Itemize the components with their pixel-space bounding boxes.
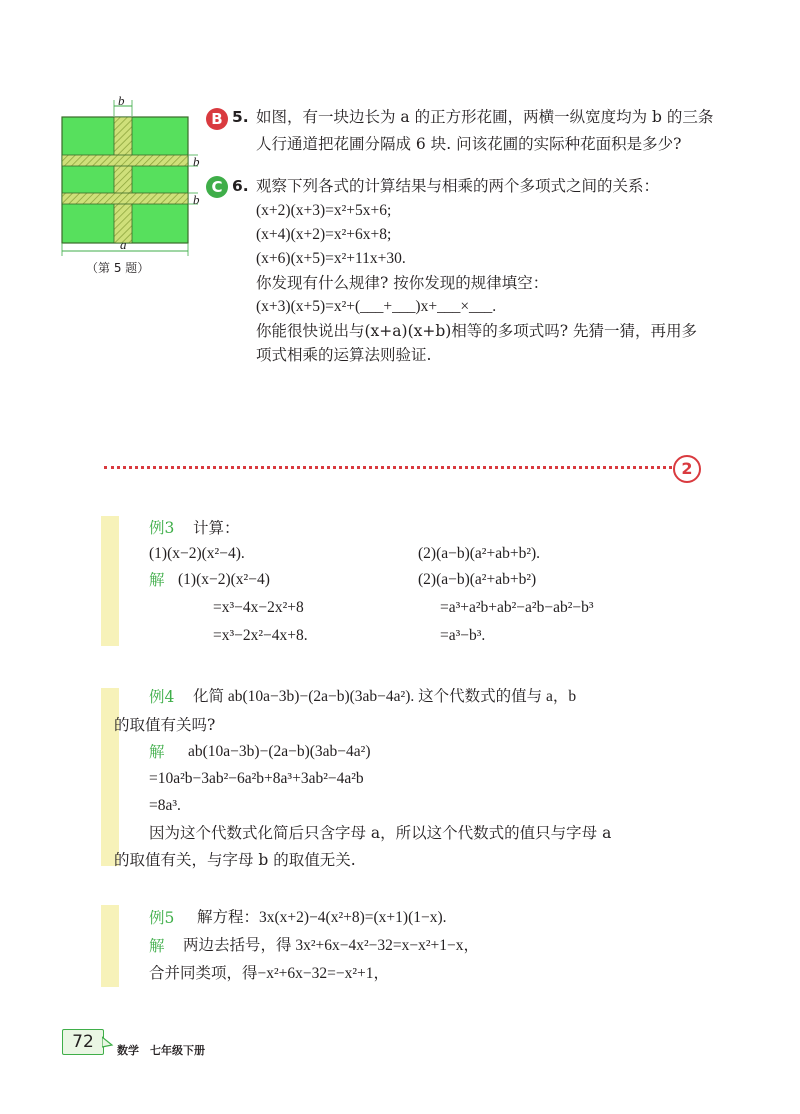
page-number: 72 (72, 1032, 94, 1052)
q5-text-line2: 人行通道把花圃分隔成 6 块. 问该花圃的实际种花面积是多少? (256, 135, 682, 153)
q6-number: 6. (232, 177, 249, 195)
example5-band (101, 905, 119, 987)
example3-sol2-line1: (2)(a−b)(a²+ab+b²) (418, 571, 537, 588)
example4-conclusion-line2: 的取值有关，与字母 b 的取值无关. (114, 851, 356, 869)
q6-intro: 观察下列各式的计算结果与相乘的两个多项式之间的关系： (256, 177, 660, 195)
example4-label: 例4 (149, 688, 175, 706)
q6-eq1: (x+2)(x+3)=x²+5x+6; (256, 202, 392, 219)
section-marker-number: 2 (681, 459, 693, 478)
figure-label-b-top: b (118, 93, 125, 108)
example4-conclusion-line1: 因为这个代数式化简后只含字母 a，所以这个代数式的值只与字母 a (149, 824, 612, 842)
example5-sol-line2: 合并同类项，得−x²+6x−32=−x²+1， (149, 965, 389, 982)
horizontal-path-2 (62, 193, 188, 204)
example3-solution-label: 解 (149, 571, 165, 589)
garden-figure (56, 93, 216, 286)
figure-label-a: a (120, 237, 127, 252)
example5-text: 解方程：3x(x+2)−4(x²+8)=(x+1)(1−x). (197, 909, 447, 926)
q6-question-line1: 你能很快说出与(x+a)(x+b)相等的多项式吗? 先猜一猜，再用多 (256, 322, 698, 340)
example3-sol1-line3: =x³−2x²−4x+8. (213, 627, 308, 644)
example3-part2: (2)(a−b)(a²+ab+b²). (418, 545, 541, 562)
page-number-tab (102, 1035, 116, 1049)
example3-sol2-line3: =a³−b³. (440, 627, 486, 644)
example3-label: 例3 (149, 519, 175, 537)
example4-text-line1: 化简 ab(10a−3b)−(2a−b)(3ab−4a²). 这个代数式的值与 a，b (193, 688, 577, 705)
q6-eq2: (x+4)(x+2)=x²+6x+8; (256, 226, 392, 243)
example4-sol-line3: =8a³. (149, 797, 181, 814)
section-divider (104, 466, 672, 469)
q6-fill-blank: (x+3)(x+5)=x²+(___+___)x+___×___. (256, 298, 497, 315)
example3-part1: (1)(x−2)(x²−4). (149, 545, 245, 562)
q6-ask: 你发现有什么规律? 按你发现的规律填空： (256, 274, 549, 292)
q5-number: 5. (232, 108, 249, 126)
example5-label: 例5 (149, 909, 175, 927)
example4-solution-label: 解 (149, 743, 165, 761)
example3-sol1-line2: =x³−4x−2x²+8 (213, 599, 304, 616)
q6-question-line2: 项式相乘的运算法则验证. (256, 346, 432, 364)
difficulty-badge-c: C (206, 176, 228, 198)
page-number-box (62, 1029, 104, 1055)
figure-label-b-right-1: b (193, 154, 200, 169)
example5-sol-line1: 两边去括号，得 3x²+6x−4x²−32=x−x²+1−x， (183, 937, 480, 954)
example3-title: 计算： (193, 519, 240, 537)
example3-sol1-line1: (1)(x−2)(x²−4) (178, 571, 270, 588)
horizontal-path-1 (62, 155, 188, 166)
figure-label-b-right-2: b (193, 192, 200, 207)
figure-caption: （第 5 题） (86, 261, 150, 275)
q6-eq3: (x+6)(x+5)=x²+11x+30. (256, 250, 406, 267)
example4-sol-line2: =10a²b−3ab²−6a²b+8a³+3ab²−4a²b (149, 770, 364, 787)
example3-band (101, 516, 119, 646)
book-title: 数学 七年级下册 (117, 1044, 205, 1057)
example5-solution-label: 解 (149, 937, 165, 955)
difficulty-badge-b: B (206, 108, 228, 130)
q5-text-line1: 如图，有一块边长为 a 的正方形花圃，两横一纵宽度均为 b 的三条 (256, 108, 714, 126)
example4-text-line2: 的取值有关吗? (114, 716, 216, 734)
example3-sol2-line2: =a³+a²b+ab²−a²b−ab²−b³ (440, 599, 594, 616)
example4-sol-line1: ab(10a−3b)−(2a−b)(3ab−4a²) (188, 743, 371, 760)
vertical-path (114, 117, 132, 243)
garden-diagram (56, 96, 216, 286)
section-marker (673, 455, 701, 483)
